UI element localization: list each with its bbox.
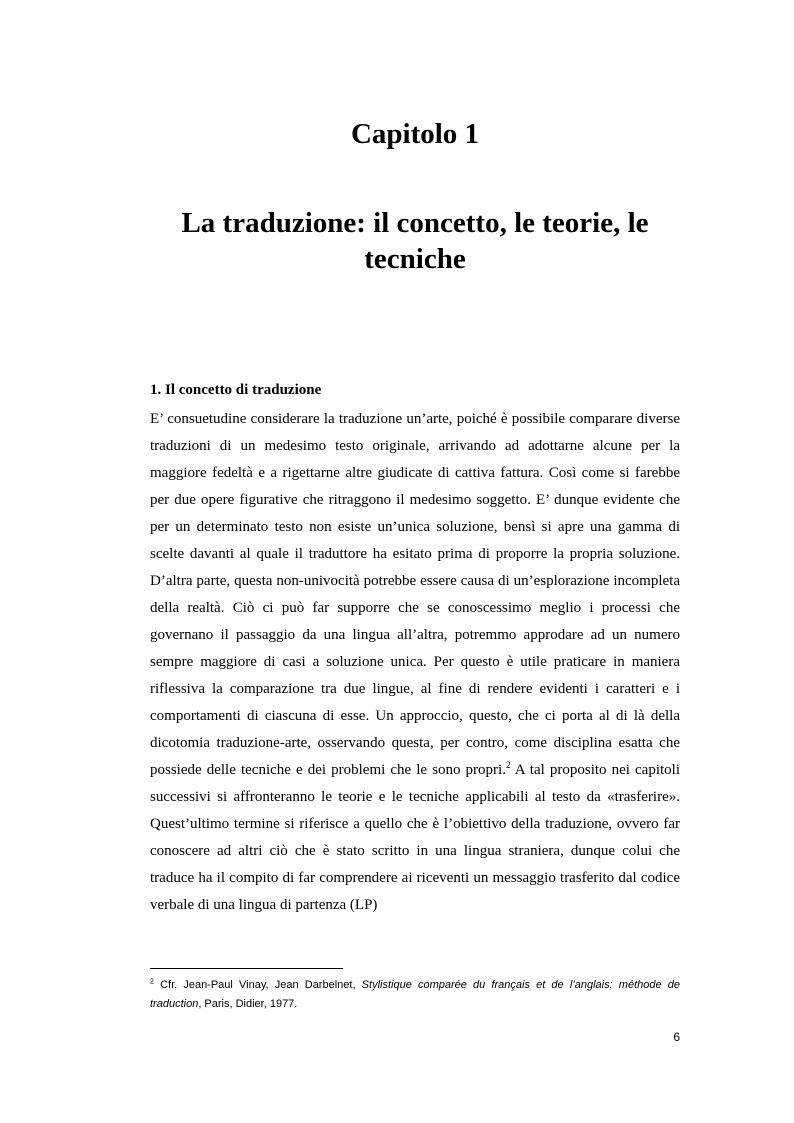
footnote-divider	[150, 968, 343, 969]
chapter-label: Capitolo 1	[350, 118, 480, 150]
footnote-reference: 2	[505, 760, 511, 770]
footnote-number: 2	[150, 978, 154, 986]
footnote-work-title: Stylistique comparée du français et de l’anglais: méthode de traduction	[150, 979, 680, 1010]
footnote	[150, 976, 680, 1014]
footnote-prefix: Cfr. Jean-Paul Vinay, Jean Darbelnet,	[153, 979, 362, 991]
chapter-title: La traduzione: il concetto, le teorie, le tecniche	[181, 207, 649, 275]
body-text-part2: A tal proposito nei capitoli successivi si affronteranno le teorie e le tecniche applicabili al testo da «trasferire». Quest’ultimo termine si riferisce a quello che è l’obiettivo della traduzione, ovvero far conoscere ad altri ciò che è stato scritto in una lingua straniera, dunque colui che traduce ha il compito di far comprendere ai riceventi un messaggio trasferito dal codice verbale di una lingua di partenza (LP)	[150, 762, 680, 913]
footnote-suffix: , Paris, Didier, 1977.	[198, 998, 298, 1010]
body-text-part1: E’ consuetudine considerare la traduzione un’arte, poiché è possibile comparare diverse traduzioni di un medesimo testo originale, arrivando ad adottarne alcune per la maggiore fedeltà e a rigettarne altre giudicate di cattiva fattura. Così come si farebbe per due opere figurative che ritraggono il medesimo soggetto. E’ dunque evidente che per un determinato testo non esiste un’unica soluzione, bensì si apre una gamma di scelte davanti al quale il traduttore ha esitato prima di proporre la propria soluzione. D’altra parte, questa non-univocità potrebbe essere causa di un’esplorazione incompleta della realtà. Ciò ci può far supporre che se conoscessimo meglio i processi che governano il passaggio da una lingua all’altra, potremmo approdare ad un numero sempre maggiore di casi a soluzione unica. Per questo è utile praticare in maniera riflessiva la comparazione tra due lingue, al fine di rendere evidenti i caratteri e i comportamenti di ciascuna di esse. Un approccio, questo, che ci porta al di là della dicotomia traduzione-arte, osservando questa, per contro, come disciplina esatta che possiede delle tecniche e dei problemi che le sono propri.	[150, 411, 680, 778]
page-number: 6	[673, 1030, 680, 1044]
section-heading: 1. Il concetto di traduzione	[150, 382, 322, 398]
body-paragraph	[150, 406, 680, 919]
